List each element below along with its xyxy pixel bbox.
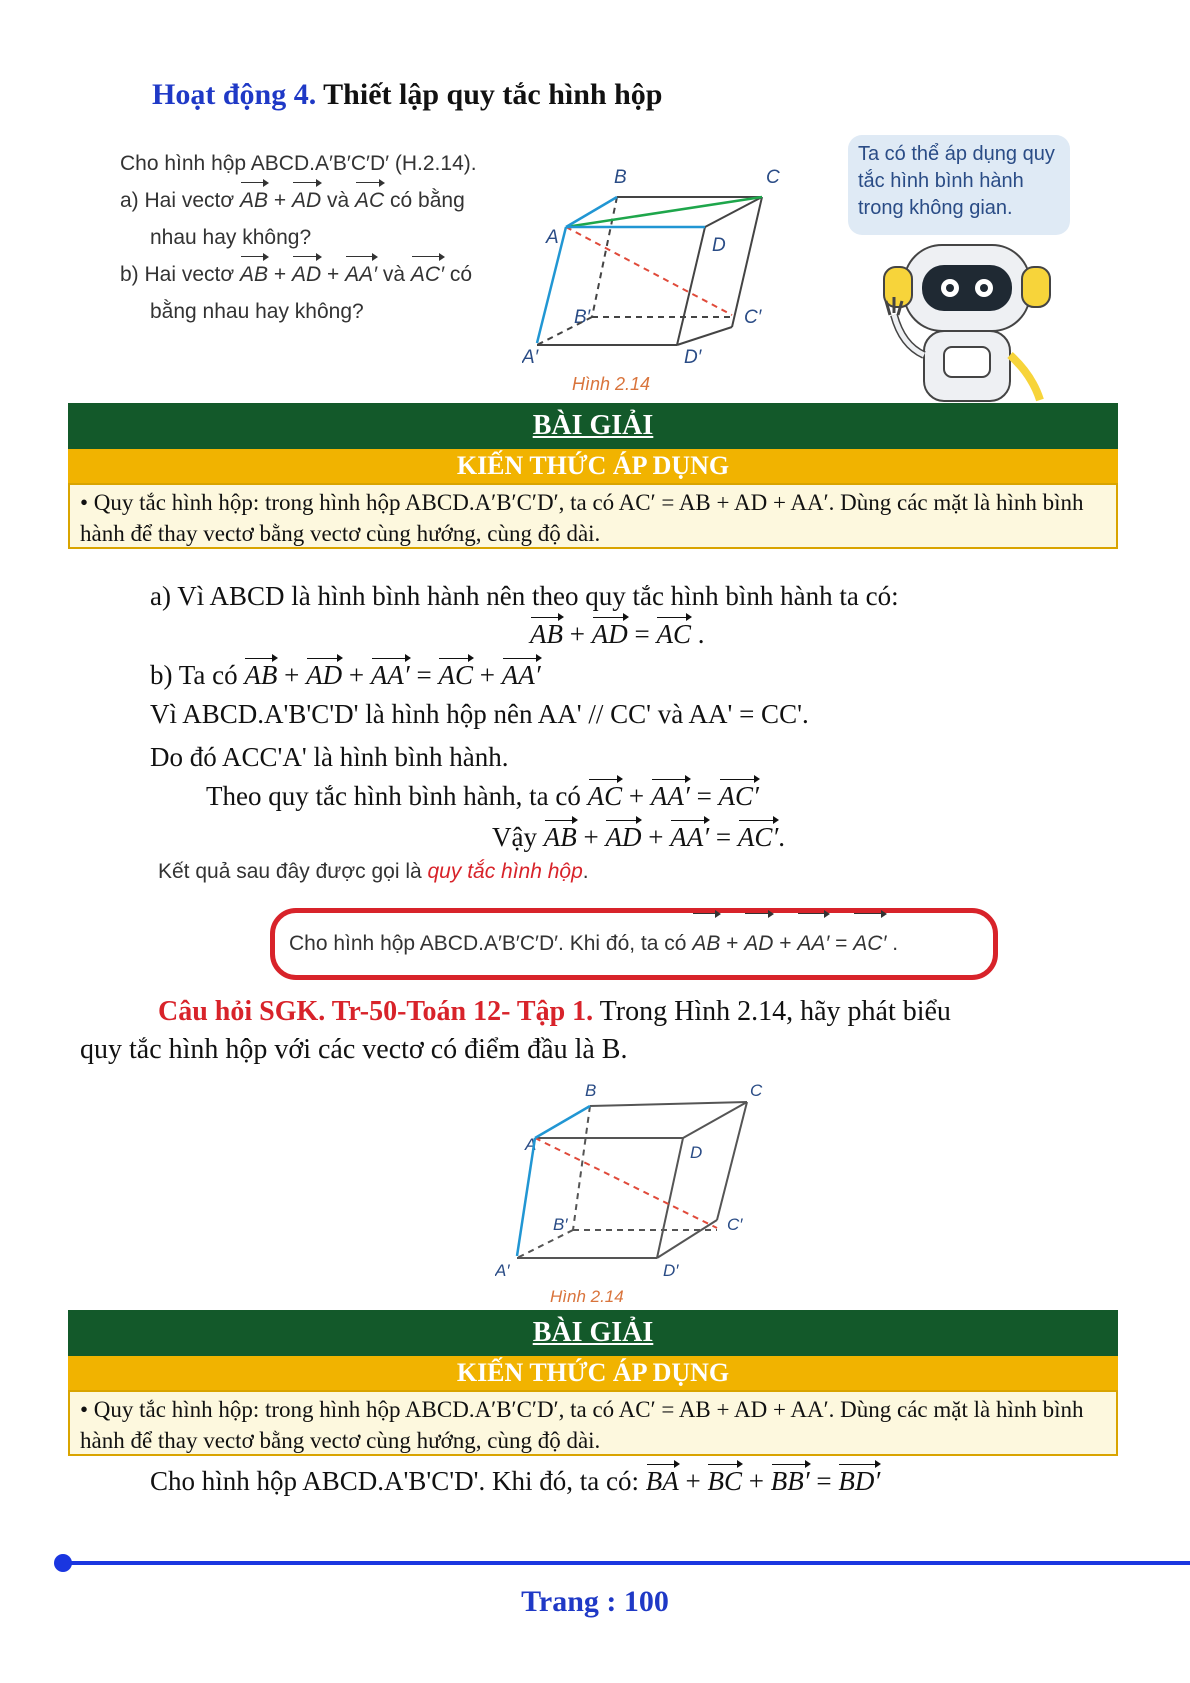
activity-text: Cho hình hộp ABCD.A′B′C′D′ (H.2.14). a) Hai vectơ AB + AD và AC có bằng nhau hay không? b) Hai vectơ AB + AD + AA′ và AC′ có bằng nhau hay không? — [120, 152, 477, 323]
question-b: b) Hai vectơ AB + AD + AA′ và AC′ có — [120, 256, 477, 293]
figure-caption: Hình 2.14 — [572, 374, 651, 394]
speech-bubble: Ta có thể áp dụng quy tắc hình bình hành trong không gian. — [848, 135, 1070, 235]
label-A1: A′ — [522, 347, 539, 368]
solution-eq-a: AB + AD = AC . — [530, 619, 705, 649]
knowledge-header: KIẾN THỨC ÁP DỤNG — [68, 449, 1118, 483]
rule-area — [150, 860, 1010, 980]
label-D: D — [712, 235, 726, 256]
question-line-1: Câu hỏi SGK. Tr-50-Toán 12- Tập 1. Trong Hình 2.14, hãy phát biểu — [158, 996, 951, 1027]
knowledge-box-2: • Quy tắc hình hộp: trong hình hộp ABCD.A′B′C′D′, ta có AC′ = AB + AD + AA′. Dùng các mặt là hình bình hành để thay vectơ bằng vectơ cùng hướng, cùng độ dài. — [68, 1390, 1118, 1456]
question-a: a) Hai vectơ AB + AD và AC có bằng — [120, 182, 477, 219]
label-D: D — [690, 1143, 703, 1162]
label-B: B — [614, 167, 627, 188]
rule-box: Cho hình hộp ABCD.A′B′C′D′. Khi đó, ta có AB + AD + AA′ = AC′ . — [270, 908, 998, 980]
label-D1: D′ — [684, 347, 702, 368]
label-A: A — [525, 1135, 537, 1154]
page-number: Trang : 100 — [521, 1585, 669, 1618]
label-B1: B′ — [553, 1215, 568, 1234]
knowledge-header-2: KIẾN THỨC ÁP DỤNG — [68, 1356, 1118, 1390]
label-C1: C′ — [727, 1215, 743, 1234]
robot-illustration — [872, 235, 1072, 420]
footer-dot — [54, 1554, 72, 1572]
label-C1: C′ — [744, 307, 762, 328]
label-B: B — [585, 1081, 597, 1100]
label-D1: D′ — [663, 1261, 679, 1280]
solution-line-f: Vậy AB + AD + AA′ = AC′. — [492, 822, 786, 852]
label-B1: B′ — [574, 307, 591, 328]
solution-line-e: Theo quy tắc hình bình hành, ta có AC + AA′ = AC′ — [206, 781, 759, 811]
solution-line-d: Do đó ACC'A' là hình bình hành. — [150, 742, 509, 772]
solution-header: BÀI GIẢI — [68, 403, 1118, 449]
parallelepiped-figure — [522, 155, 902, 395]
parallelepiped-figure-2 — [495, 1078, 775, 1308]
figure-caption-2: Hình 2.14 — [550, 1287, 624, 1306]
activity-heading: Hoạt động 4. Thiết lập quy tắc hình hộp — [152, 78, 663, 111]
solution-line-b: b) Ta có AB + AD + AA′ = AC + AA′ — [150, 660, 541, 690]
rule-intro: Kết quả sau đây được gọi là quy tắc hình hộp. — [158, 860, 589, 883]
solution-line-a: a) Vì ABCD là hình bình hành nên theo quy tắc hình bình hành ta có: — [150, 581, 899, 611]
label-A1: A′ — [495, 1261, 510, 1280]
label-C: C — [766, 167, 780, 188]
solution-line-c: Vì ABCD.A'B'C'D' là hình hộp nên AA' // CC' và AA' = CC'. — [150, 699, 809, 729]
knowledge-box: • Quy tắc hình hộp: trong hình hộp ABCD.A′B′C′D′, ta có AC′ = AB + AD + AA′. Dùng các mặt là hình bình hành để thay vectơ bằng vectơ cùng hướng, cùng độ dài. — [68, 483, 1118, 549]
label-C: C — [750, 1081, 763, 1100]
label-A: A — [546, 227, 559, 248]
solution-header-2: BÀI GIẢI — [68, 1310, 1118, 1356]
question-line-2: quy tắc hình hộp với các vectơ có điểm đầu là B. — [80, 1034, 628, 1065]
footer-rule — [60, 1561, 1190, 1565]
solution2-answer: Cho hình hộp ABCD.A'B'C'D'. Khi đó, ta có: BA + BC + BB′ = BD′ — [150, 1466, 881, 1496]
activity-block — [112, 135, 1055, 420]
